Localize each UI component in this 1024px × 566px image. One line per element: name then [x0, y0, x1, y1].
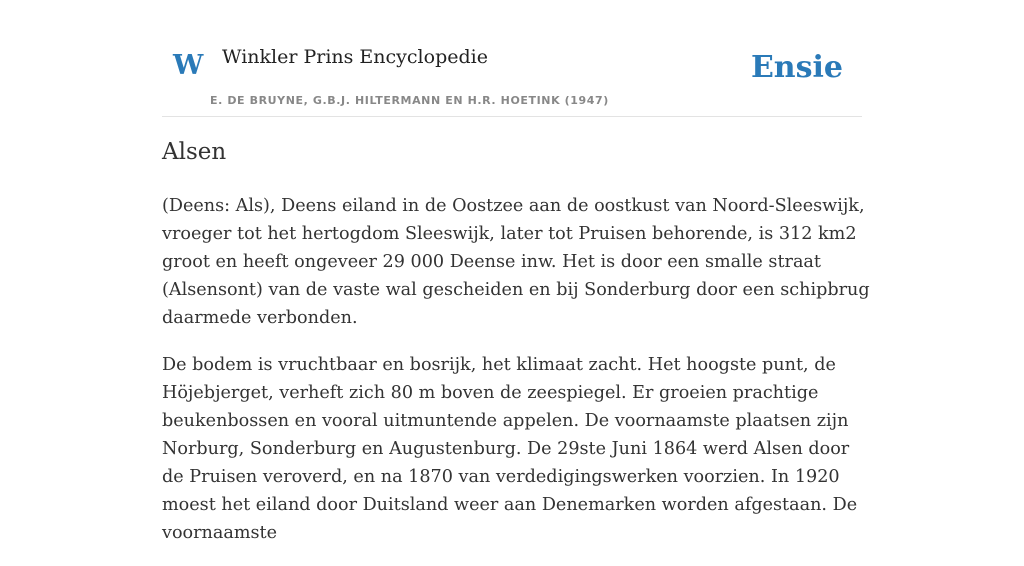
article-paragraph: (Deens: Als), Deens eiland in de Oostzee aan de oostkust van Noord-Sleeswijk, vroeger tot het hertogdom Sleeswijk, later tot Pruisen behorende, is 312 km2 groot en heeft ongeveer 29 000 Deense inw. Het is door een smalle straat (Alsensont) van de vaste wal gescheiden en bij Sonderburg door een schipbrug daarmede verbonden. [162, 196, 870, 328]
article-paragraph: De bodem is vruchtbaar en bosrijk, het klimaat zacht. Het hoogste punt, de Höjebjerget, verheft zich 80 m boven de zeespiegel. Er groeien prachtige beukenbossen en vooral uitmuntende appelen. De voornaamste plaatsen zijn Norburg, Sonderburg en Augustenburg. De 29ste Juni 1864 werd Alsen door de Pruisen veroverd, en na 1870 van verdedigingswerken voorzien. In 1920 moest het eiland door Duitsland weer aan Denemarken worden afgestaan. De voornaamste [162, 355, 858, 543]
site-title[interactable]: Winkler Prins Encyclopedie [222, 46, 488, 68]
site-logo[interactable]: W [173, 50, 204, 81]
source-authors: E. DE BRUYNE, G.B.J. HILTERMANN EN H.R. HOETINK (1947) [210, 94, 609, 107]
brand-logo[interactable]: Ensie [750, 50, 843, 85]
article-body [162, 192, 872, 566]
article-title: Alsen [162, 139, 227, 165]
site-header [162, 0, 862, 117]
